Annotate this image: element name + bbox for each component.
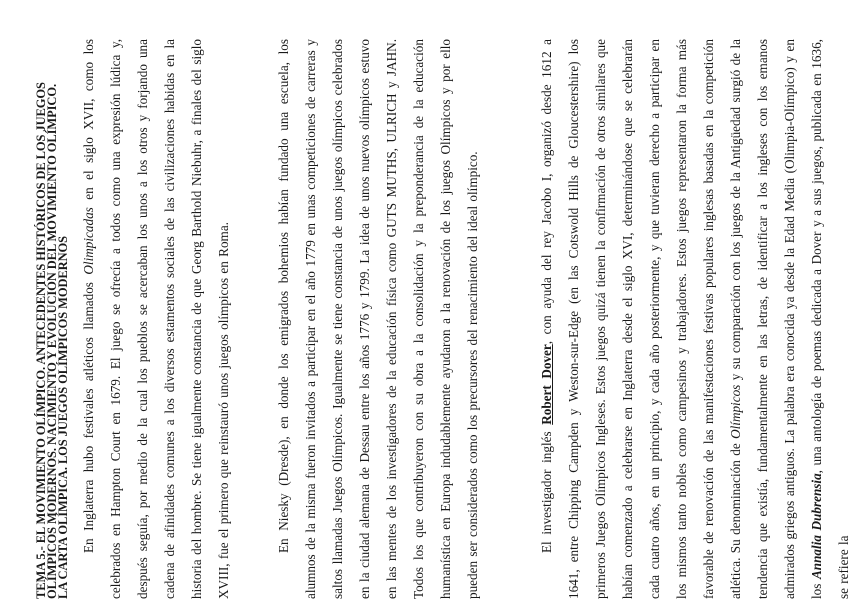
paragraph-spacer [237, 39, 270, 599]
p3-text-d: , una antología de poemas dedicada a Dover y a sus juegos, publicada en 1636, se refiere la [809, 39, 851, 599]
rotated-page [14, 39, 851, 599]
p3-person-name: Robert Dover [539, 344, 554, 425]
p1-text-a: En Inglaterra hubo festivales atléticos llamados [81, 274, 96, 553]
document-title [36, 39, 69, 599]
title-line-1: TEMA 5.- EL MOVIMIENTO OLÍMPICO. ANTECEDENTES HISTÓRICOS DE LOS JUEGOS [34, 82, 48, 599]
p3-text-a: El investigador inglés [539, 424, 554, 553]
title-line-3: LA CARTA OLÍMPICA. LOS JUEGOS OLÍMPICOS MODERNOS [56, 236, 70, 599]
p3-italic-term: Olímpicos [728, 384, 743, 439]
p3-book-title: Annalia Dubrensia [809, 473, 824, 580]
paragraph-3 [533, 39, 857, 599]
p3-text-c: y su comparación con los juegos de la Antigüedad surgió de la tendencia que existía, fundamentalmente en las letras, de identificar a los ingleses con los emanos admirados griegos antiguos. La palabra era conocida ya desde la Edad Media (Olimpia-Olímpico) y en los [728, 39, 824, 599]
p3-text-b: , con ayuda del rey Jacobo I, organizó desde 1612 a 1641, entre Chipping Campden y Weston-sur-Edge (en las Cotswold Hills de Gloucestershire) los primeros Juegos Olímpicos Ingleses. Estos juegos quizá tienen la confirmación de otros similares que habían comenzado a celebrarse en Inglaterra desde el siglo XVI, determinándose que se celebrarán cada cuatro años, en un principio, y cada año posteriormente, y que tuvieran derecho a participar en los mismos tanto nobles como campesinos y trabajadores. Estos juegos representaron la forma más favorable de renovación de las manifestaciones festivas populares inglesas basadas en la competición atlética. Su denominación de [539, 39, 743, 599]
paragraph-2: En Niesky (Dresde), en donde los emigrados bohemios habían fundado una escuela, los alumnos de la misma fueron invitados a participar en el año 1779 en unas competiciones de carreras y saltos llamadas Juegos Olímpicos. Igualmente se tiene constancia de unos juegos olímpicos celebrados en la ciudad alemana de Dessau entre los años 1776 y 1799. La idea de unos nuevos olímpicos estuvo en las mentes de los investigadores de la educación física como GUTS MUTHS, ULRICH y JAHN. Todos los que contribuyeron con su obra a la consolidación y la preponderancia de la educación humanística en Europa indudablemente ayudaron a la renovación de los juegos Olímpicos y por ello pueden ser considerados como los precursores del renacimiento del ideal olímpico. [276, 39, 480, 599]
paragraph-spacer [486, 39, 533, 599]
title-line-2: OLÍMPICOS MODERNOS. NACIMIENTO Y EVOLUCIÓN DEL MOVIMIENTO OLÍMPICO. [45, 84, 59, 599]
paragraph-1 [75, 39, 237, 599]
p1-text-b: en el siglo XVII, como los celebrados en Hampton Court en 1679. El juego se ofrecía a todos como una expresión lúdica y, después seguía, por medio de la cual los pueblos se acercaban los unos a los otros y forjando una cadena de afinidades comunes a los diversos estamentos sociales de las civilizaciones habidas en la historia del hombre. Se tiene igualmente constancia de que Georg Barthold Niebuhr, a finales del siglo XVIII, fue el primero que reinstauró unos juegos olímpicos en Roma. [81, 39, 231, 599]
p1-italic-term: Olimpicadas [81, 207, 96, 275]
